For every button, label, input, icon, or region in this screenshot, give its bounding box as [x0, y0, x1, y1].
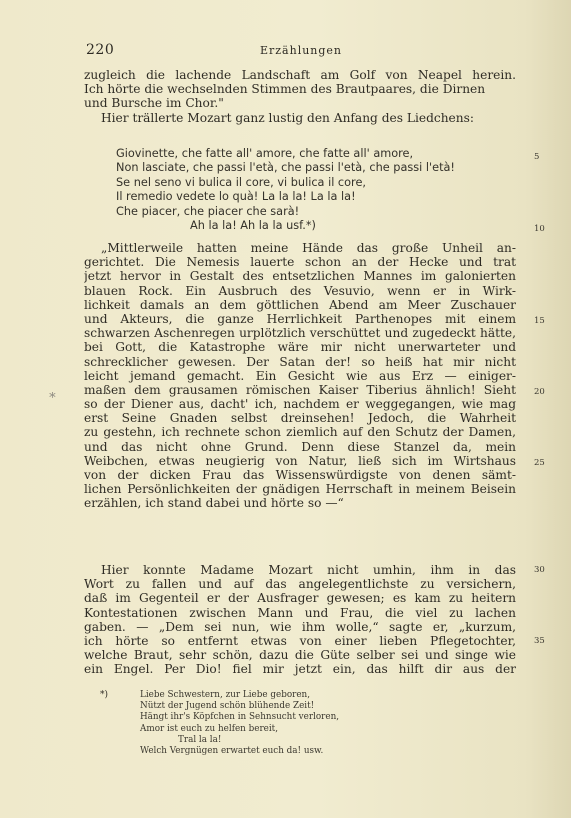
text-line: Hier trällerte Mozart ganz lustig den Anfang des Liedchens: [101, 110, 474, 125]
footnote-line: Hängt ihr's Köpfchen in Sehnsucht verloren, [140, 712, 340, 723]
verse-line: Non lasciate, che passi l'età, che passi l'età, che passi l'età! [116, 161, 455, 175]
text-line: Ich hörte die wechselnden Stimmen des Brautpaares, die Dirnen [84, 82, 486, 97]
text-line: schwarzen Aschenregen urplötzlich verschüttet und zugedeckt hätte, [84, 326, 516, 341]
text-line: leicht jemand gemacht. Ein Gesicht wie aus Erz — einiger- [84, 368, 516, 383]
line-number: 25 [534, 458, 545, 468]
footnote-mark: *) [100, 690, 109, 700]
footnote-line: Liebe Schwestern, zur Liebe geboren, [140, 690, 311, 700]
text-line: daß im Gegenteil er der Ausfrager gewesen; es kam zu heitern [84, 591, 516, 606]
line-number: 35 [534, 636, 545, 646]
page-number: 220 [86, 42, 115, 58]
text-block-bottom [84, 563, 516, 677]
line-number: 10 [534, 224, 545, 234]
text-line: erzählen, ich stand dabei und hörte so —“ [84, 496, 344, 511]
running-head: Erzählungen [259, 44, 343, 57]
text-line: von der dicken Frau das Wissenswürdigste von denen sämt- [84, 468, 516, 482]
text-line: Weibchen, etwas neugierig von Natur, ließ sich im Wirtshaus [84, 453, 516, 468]
text-line: ich hörte so entfernt etwas von einer lieben Pflegetochter, [84, 633, 516, 648]
verse-line: Giovinette, che fatte all' amore, che fatte all' amore, [116, 147, 414, 160]
text-line: zugleich die lachende Landschaft am Golf von Neapel herein. [84, 68, 516, 82]
text-line: schrecklicher gewesen. Der Satan der! so heiß hat mir nicht [84, 354, 516, 369]
text-line: so der Diener aus, dacht' ich, nachdem er weggegangen, wie mag [84, 397, 516, 412]
text-line: erst Seine Gnaden selbst dreinsehen! Jedoch, die Wahrheit [84, 411, 516, 426]
text-block-middle [84, 241, 516, 511]
line-number: 30 [534, 565, 545, 575]
text-line: blauen Rock. Ein Ausbruch des Vesuvio, wenn er in Wirk- [84, 283, 516, 298]
text-line: lichen Persönlichkeiten der gnädigen Herrschaft in meinem Beisein [84, 482, 516, 497]
verse-line: Il remedio vedete lo quà! La la la! La la la! [116, 190, 356, 204]
text-line: Wort zu fallen und auf das angelegentlichste zu versichern, [84, 577, 516, 592]
verse-line: Che piacer, che piacer che sarà! [116, 204, 300, 218]
text-line: und das nicht ohne Grund. Denn diese Stanzel da, mein [84, 439, 516, 454]
text-line: lichkeit damals an dem göttlichen Abend am Meer Zuschauer [84, 297, 516, 312]
footnote-line: Nützt der Jugend schön blühende Zeit! [140, 701, 315, 712]
line-number: 15 [534, 316, 545, 326]
footnote-line: Welch Vergnügen erwartet euch da! usw. [140, 746, 324, 757]
text-line: zu gestehn, ich rechnete schon ziemlich auf den Schutz der Damen, [84, 425, 516, 440]
footnote-line: Amor ist euch zu helfen bereit, [140, 723, 279, 734]
text-line: „Mittlerweile hatten meine Hände das große Unheil an- [101, 241, 516, 255]
text-line: gerichtet. Die Nemesis lauerte schon an der Hecke und trat [84, 255, 516, 270]
footnote [140, 690, 470, 757]
line-number: 20 [534, 387, 545, 397]
text-line: ein Engel. Per Dio! fiel mir jetzt ein, das hilft dir aus der [84, 662, 516, 677]
margin-annotation-mark: ∗ [48, 388, 57, 403]
text-line: maßen dem grausamen römischen Kaiser Tiberius ähnlich! Sieht [84, 382, 516, 397]
text-line: Hier konnte Madame Mozart nicht umhin, ihm in das [101, 563, 516, 577]
song-verse [116, 147, 536, 233]
text-line: jetzt hervor in Gestalt des entsetzlichen Mannes im galonierten [84, 269, 516, 284]
text-line: gaben. — „Dem sei nun, wie ihm wolle,“ sagte er, „kurzum, [84, 619, 516, 634]
footnote-line: Tral la la! [178, 734, 222, 745]
verse-line: Ah la la! Ah la la usf.*) [190, 218, 316, 232]
text-line: welche Braut, sehr schön, dazu die Güte selber sei und singe wie [84, 648, 516, 663]
text-line: bei Gott, die Katastrophe wäre mir nicht unerwarteter und [84, 340, 516, 355]
text-line: Kontestationen zwischen Mann und Frau, die viel zu lachen [84, 605, 516, 620]
line-number: 5 [534, 152, 540, 162]
text-line: und Akteurs, die ganze Herrlichkeit Parthenopes mit einem [84, 311, 516, 326]
text-block-top [84, 68, 516, 125]
verse-line: Se nel seno vi bulica il core, vi bulica il core, [116, 175, 366, 189]
text-line: und Bursche im Chor." [84, 96, 224, 111]
page-header [86, 42, 516, 60]
